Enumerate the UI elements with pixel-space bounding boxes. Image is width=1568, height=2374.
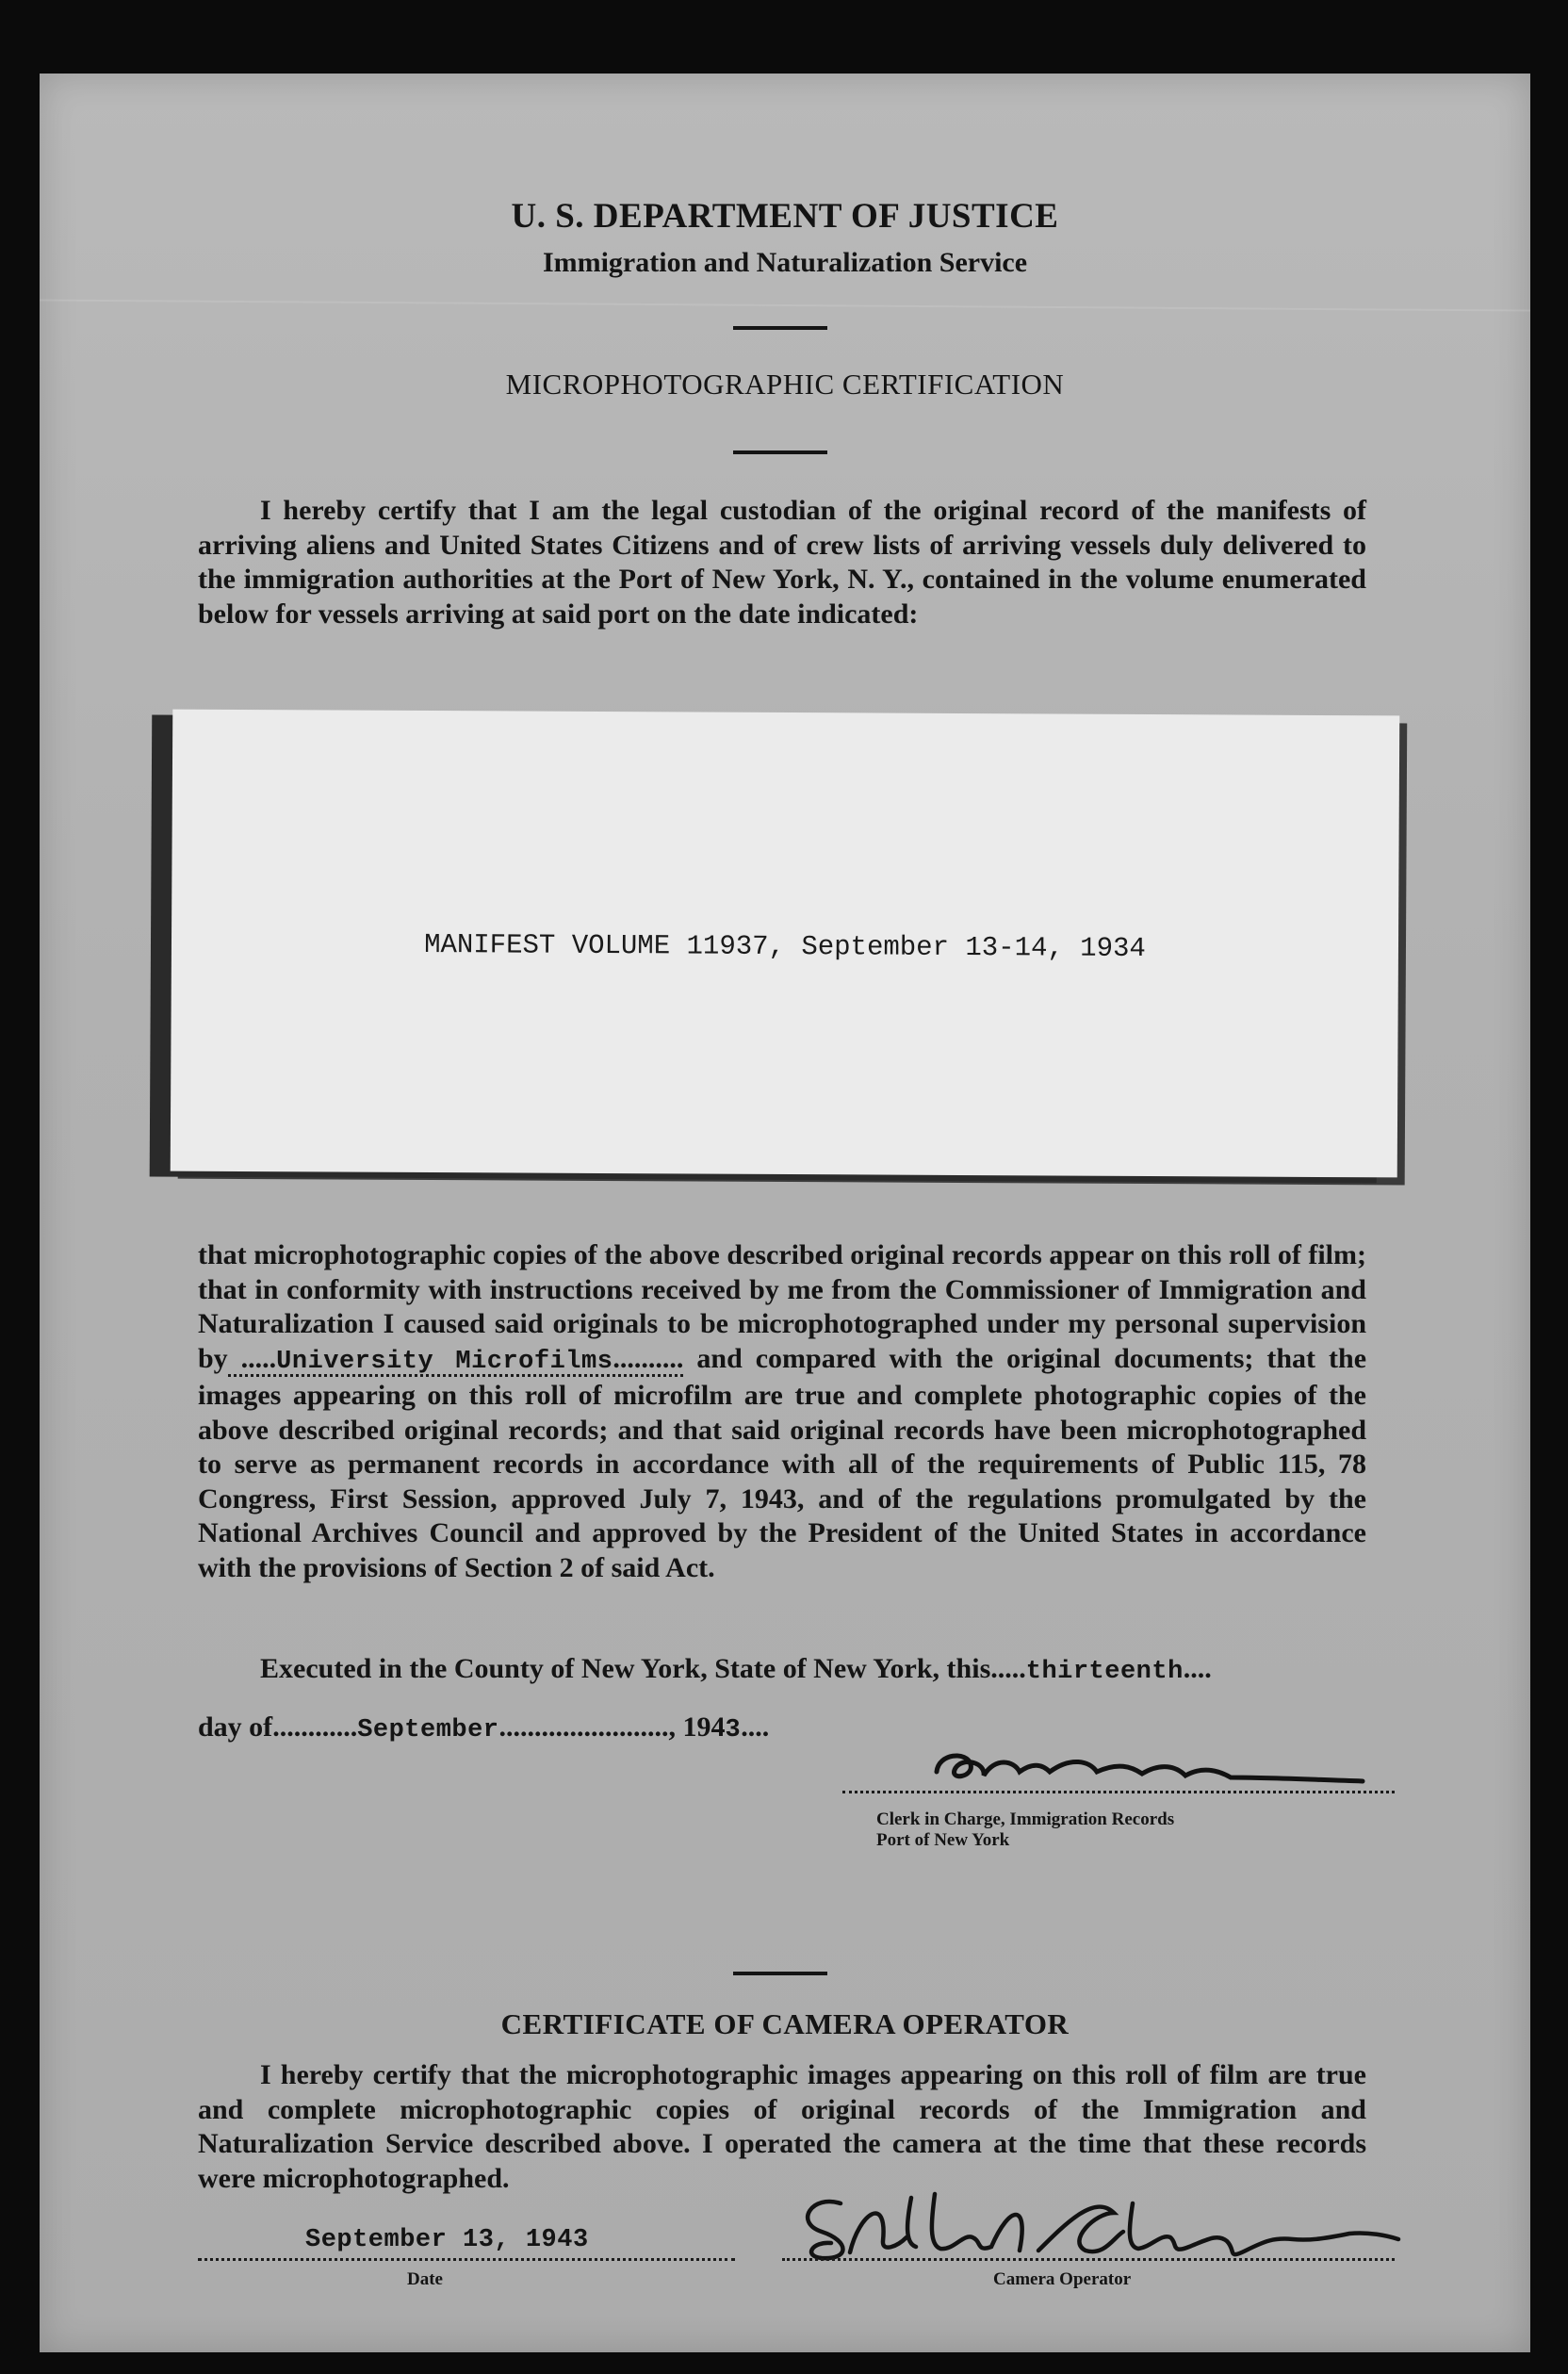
clerk-title-line1: Clerk in Charge, Immigration Records bbox=[876, 1809, 1175, 1829]
clerk-signature bbox=[929, 1744, 1372, 1796]
divider-rule bbox=[733, 326, 827, 330]
camera-operator-signature-line bbox=[782, 2258, 1395, 2261]
divider-rule bbox=[733, 1972, 827, 1975]
manifest-slip bbox=[171, 710, 1400, 1178]
camera-operator-paragraph: I hereby certify that the microphotographic images appearing on this roll of film are true and complete microphotographic copies of original records of the Immigration and Naturalization Service described above. I operated the camera at the time that these records were microphotographed. bbox=[198, 2059, 1366, 2194]
body-text-part1: that microphotographic copies of the above described original records appear on this roll of film; that in conformity with instructions received by me from the Commissioner of Immigration and Naturalization I caused said originals to be microphotographed under my personal supervision by bbox=[198, 1239, 1366, 1374]
certificate-sheet bbox=[40, 74, 1530, 2352]
day-of-label: day of bbox=[198, 1711, 273, 1743]
clerk-title-line2: Port of New York bbox=[876, 1830, 1010, 1850]
body-paragraph: that microphotographic copies of the above described original records appear on this roll of film; that in conformity with instructions received by me from the Commissioner of Immigration and Naturalization I caused said originals to be microphotographed under my personal supervision by .....University Microfilms.......... and compared with the original documents; that the images appearing on this roll of microfilm are true and complete photographic copies of the above described original records; and that said original records have been microphotographed to serve as permanent records in accordance with all of the requirements of Public 115, 78 Congress, First Session, approved July 7, 1943, and of the regulations promulgated by the National Archives Council and approved by the President of the United States in accordance with the provisions of Section 2 of said Act. bbox=[198, 1239, 1367, 1583]
camera-date-typed: September 13, 1943 bbox=[305, 2226, 589, 2254]
camera-date-line bbox=[198, 2258, 735, 2261]
executed-month-typed: September bbox=[357, 1716, 499, 1744]
manifest-volume-text: MANIFEST VOLUME 11937, September 13-14, 1934 bbox=[424, 928, 1146, 965]
clerk-signature-line bbox=[842, 1791, 1395, 1793]
service-subheading: Immigration and Naturalization Service bbox=[542, 247, 1028, 278]
supervisor-typed: University Microfilms bbox=[276, 1347, 613, 1376]
department-heading: U. S. DEPARTMENT OF JUSTICE bbox=[511, 197, 1059, 236]
body-text-part2: and compared with the original documents; that the images appearing on this roll of microfilm are true and complete photographic copies of the above described original records; and that said original records have been microphotographed to serve as permanent records in accordance with all of the requirements of Public 115, 78 Congress, First Session, approved July 7, 1943, and of the regulations promulgated by the National Archives Council and approved by the President of the United States in accordance with the provisions of Section 2 of said Act. bbox=[198, 1342, 1367, 1583]
certification-title: MICROPHOTOGRAPHIC CERTIFICATION bbox=[505, 368, 1065, 401]
year-prefix: , 194 bbox=[668, 1711, 726, 1743]
camera-operator-heading: CERTIFICATE OF CAMERA OPERATOR bbox=[500, 2007, 1070, 2040]
camera-operator-signature bbox=[784, 2185, 1406, 2269]
executed-line: Executed in the County of New York, State of New York, this.....thirteenth.... bbox=[260, 1653, 1212, 1686]
camera-date-label: Date bbox=[407, 2269, 443, 2289]
intro-paragraph: I hereby certify that I am the legal custodian of the original record of the manifests of arriving aliens and United States Citizens and of crew lists of arriving vessels duly delivered to the immigration authorities at the Port of New York, N. Y., contained in the volume enumerated below for vessels arriving at said port on the date indicated: bbox=[198, 495, 1366, 630]
day-of-line: day of............September........................, 1943.... bbox=[198, 1711, 770, 1744]
year-typed: 3 bbox=[725, 1716, 742, 1744]
divider-rule bbox=[733, 450, 827, 454]
executed-day-typed: thirteenth bbox=[1025, 1658, 1184, 1686]
paper-fold-line bbox=[40, 299, 1530, 311]
executed-prefix: Executed in the County of New York, State of New York, this bbox=[260, 1653, 991, 1684]
camera-operator-label: Camera Operator bbox=[993, 2269, 1132, 2289]
